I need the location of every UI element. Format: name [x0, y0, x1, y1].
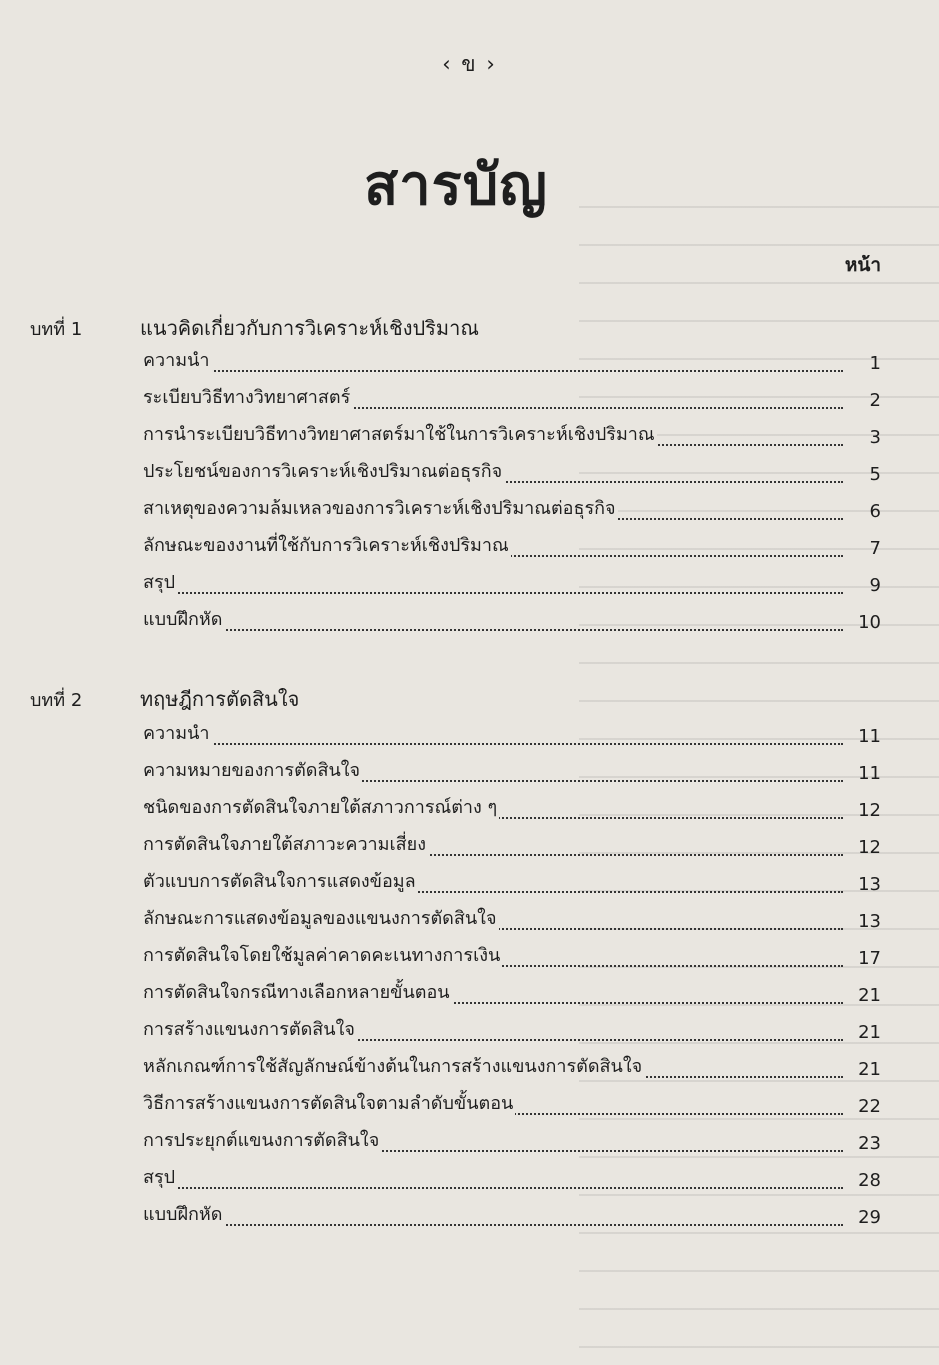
toc-entry[interactable] [143, 906, 881, 936]
entry-page: 2 [869, 390, 881, 411]
entry-text: การตัดสินใจโดยใช้มูลค่าคาดคะเนทางการเงิน [143, 940, 502, 969]
entry-page: 10 [858, 612, 881, 633]
entry-page: 29 [858, 1207, 881, 1228]
entry-page: 9 [869, 575, 881, 596]
entry-page: 12 [858, 800, 881, 821]
entry-page: 17 [858, 948, 881, 969]
toc-entry[interactable] [143, 348, 881, 378]
entry-page: 11 [858, 763, 881, 784]
toc-entry[interactable] [143, 496, 881, 526]
dot-leader [143, 743, 843, 745]
entry-page: 12 [858, 837, 881, 858]
entry-page: 1 [869, 353, 881, 374]
entry-text: การสร้างแขนงการตัดสินใจ [143, 1014, 357, 1043]
toc-entry[interactable] [143, 980, 881, 1010]
page-title: สารบัญ [364, 153, 548, 218]
entry-text: หลักเกณฑ์การใช้สัญลักษณ์ข้างต้นในการสร้างแขนงการตัดสินใจ [143, 1051, 644, 1080]
entry-text: ความนำ [143, 345, 212, 374]
entry-page: 6 [869, 501, 881, 522]
page-column-label: หน้า [844, 254, 881, 276]
toc-entry[interactable] [143, 1054, 881, 1084]
entry-page: 13 [858, 874, 881, 895]
chapter-label: บทที่ 2 [30, 690, 83, 711]
dot-leader [143, 1187, 843, 1189]
chapter-title: แนวคิดเกี่ยวกับการวิเคราะห์เชิงปริมาณ [140, 316, 479, 340]
entry-text: การประยุกต์แขนงการตัดสินใจ [143, 1125, 381, 1154]
page-number: ‹ ข › [442, 52, 497, 76]
entry-page: 28 [858, 1170, 881, 1191]
chapter-label: บทที่ 1 [30, 319, 83, 340]
entry-page: 21 [858, 1059, 881, 1080]
entry-text: ตัวแบบการตัดสินใจการแสดงข้อมูล [143, 866, 418, 895]
toc-entry[interactable] [143, 1202, 881, 1232]
entry-text: สาเหตุของความล้มเหลวของการวิเคราะห์เชิงปริมาณต่อธุรกิจ [143, 493, 618, 522]
toc-entry[interactable] [143, 832, 881, 862]
entry-page: 11 [858, 726, 881, 747]
toc-entry[interactable] [143, 758, 881, 788]
entry-text: ชนิดของการตัดสินใจภายใต้สภาวการณ์ต่าง ๆ [143, 792, 499, 821]
entry-page: 21 [858, 985, 881, 1006]
toc-entry[interactable] [143, 570, 881, 600]
entry-page: 5 [869, 464, 881, 485]
entry-text: แบบฝึกหัด [143, 1199, 224, 1228]
entry-text: การตัดสินใจกรณีทางเลือกหลายขั้นตอน [143, 977, 452, 1006]
entry-text: ประโยชน์ของการวิเคราะห์เชิงปริมาณต่อธุรกิจ [143, 456, 504, 485]
entry-page: 22 [858, 1096, 881, 1117]
entry-page: 3 [869, 427, 881, 448]
entry-page: 23 [858, 1133, 881, 1154]
dot-leader [143, 370, 843, 372]
entry-text: ความหมายของการตัดสินใจ [143, 755, 362, 784]
entry-text: การตัดสินใจภายใต้สภาวะความเสี่ยง [143, 829, 428, 858]
entry-text: ลักษณะของงานที่ใช้กับการวิเคราะห์เชิงปริมาณ [143, 530, 511, 559]
toc-entry[interactable] [143, 459, 881, 489]
toc-entry[interactable] [143, 422, 881, 452]
entry-page: 7 [869, 538, 881, 559]
chapter-heading [30, 685, 880, 715]
entry-text: ระเบียบวิธีทางวิทยาศาสตร์ [143, 382, 352, 411]
entry-text: ลักษณะการแสดงข้อมูลของแขนงการตัดสินใจ [143, 903, 499, 932]
entry-text: สรุป [143, 567, 177, 596]
entry-page: 13 [858, 911, 881, 932]
dot-leader [143, 629, 843, 631]
entry-text: แบบฝึกหัด [143, 604, 224, 633]
toc-entry[interactable] [143, 1165, 881, 1195]
toc-entry[interactable] [143, 1128, 881, 1158]
toc-entry[interactable] [143, 869, 881, 899]
entry-text: การนำระเบียบวิธีทางวิทยาศาสตร์มาใช้ในการวิเคราะห์เชิงปริมาณ [143, 419, 657, 448]
entry-text: สรุป [143, 1162, 177, 1191]
entry-text: วิธีการสร้างแขนงการตัดสินใจตามลำดับขั้นตอน [143, 1088, 515, 1117]
toc-entry[interactable] [143, 943, 881, 973]
dot-leader [143, 592, 843, 594]
toc-entry[interactable] [143, 607, 881, 637]
toc-entry[interactable] [143, 795, 881, 825]
toc-entry[interactable] [143, 1017, 881, 1047]
toc-entry[interactable] [143, 1091, 881, 1121]
chapter-heading [30, 314, 880, 344]
entry-page: 21 [858, 1022, 881, 1043]
toc-entry[interactable] [143, 721, 881, 751]
toc-entry[interactable] [143, 533, 881, 563]
dot-leader [143, 1224, 843, 1226]
chapter-2 [30, 685, 881, 1228]
chapter-1 [30, 314, 881, 633]
entry-text: ความนำ [143, 718, 212, 747]
chapter-title: ทฤษฎีการตัดสินใจ [140, 687, 300, 711]
toc-entry[interactable] [143, 385, 881, 415]
